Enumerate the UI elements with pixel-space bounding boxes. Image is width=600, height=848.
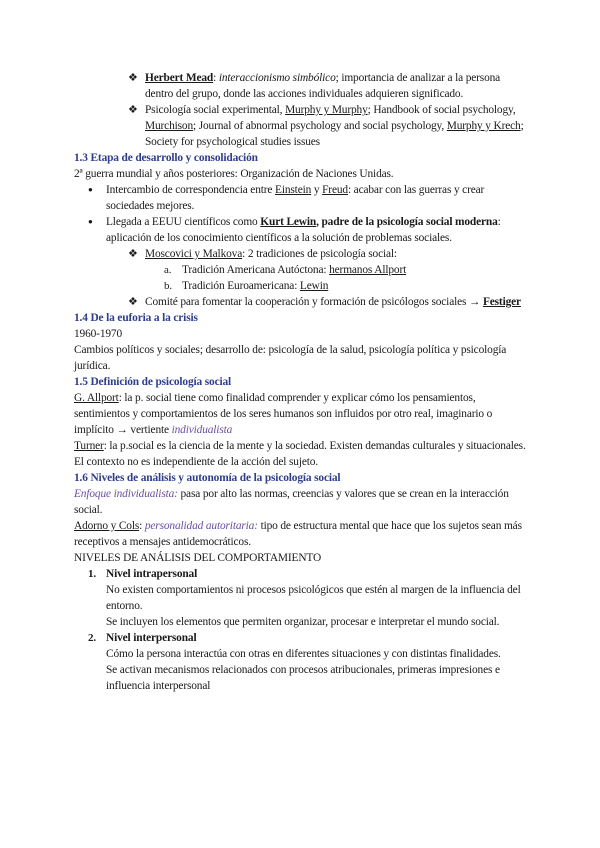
paragraph-allport: G. Allport: la p. social tiene como finalidad comprender y explicar cómo los pensamientos, sentimientos y comportamientos de los seres humanos son influidos por otro real, imaginario o implícito → vertiente individualista (74, 392, 493, 436)
paragraph-turner: Turner: la p.social es la ciencia de la mente y la sociedad. Existen demandas culturales y situacionales. El contexto no es independiente de la acción del sujeto. (74, 440, 526, 468)
round-bullet-icon: ● (88, 185, 93, 194)
paragraph: No existen comportamientos ni procesos psicológicos que estén al margen de la influencia del entorno. (106, 584, 521, 612)
round-bullet-icon: ● (88, 217, 93, 226)
niveles-title: NIVELES DE ANÁLISIS DEL COMPORTAMIENTO (74, 552, 322, 564)
list-item-moscovici: ❖ Moscovici y Malkova: 2 tradiciones de psicología social: (128, 248, 397, 260)
paragraph: 1960-1970 (74, 328, 123, 340)
level-title: Nivel interpersonal (106, 632, 197, 644)
concept-term: interaccionismo simbólico (218, 72, 336, 84)
paragraph: Cómo la persona interactúa con otras en diferentes situaciones y con distintas finalidades. (106, 648, 501, 660)
author-name: Adorno y Cols (74, 520, 140, 532)
paragraph: Se incluyen los elementos que permiten organizar, procesar e interpretar el mundo social. (106, 616, 500, 628)
author-name: Moscovici y Malkova (145, 248, 243, 260)
author-name: hermanos Allport (329, 264, 407, 276)
list-item-level-1: 1. Nivel intrapersonal (88, 568, 198, 580)
document-page (74, 70, 530, 694)
diamond-bullet-icon: ❖ (128, 296, 138, 308)
list-item-experimental: ❖ Psicología social experimental, Murphy y Murphy; Handbook of social psychology, Murchison; Journal of abnormal psychology and social psychology, Murphy y Krech; Society for psychological studies issues (128, 104, 524, 148)
author-name: Murphy y Murphy (285, 104, 368, 116)
author-name: Murchison (145, 120, 194, 132)
paragraph-enfoque: Enfoque individualista: pasa por alto las normas, creencias y valores que se crean en la interacción social. (74, 488, 509, 516)
author-name: Herbert Mead (145, 72, 214, 84)
paragraph-adorno: Adorno y Cols: personalidad autoritaria: tipo de estructura mental que hace que los sujetos sean más receptivos a mensajes antidemocráticos. (74, 520, 522, 548)
diamond-bullet-icon: ❖ (128, 72, 138, 84)
diamond-bullet-icon: ❖ (128, 104, 138, 116)
author-name: Einstein (275, 184, 312, 196)
section-heading-1-6: 1.6 Niveles de análisis y autonomía de la psicología social (74, 472, 341, 484)
section-heading-1-5: 1.5 Definición de psicología social (74, 376, 232, 388)
author-name: Murphy y Krech (446, 120, 521, 132)
author-name: Lewin (299, 280, 329, 292)
author-name: Freud (322, 184, 348, 196)
paragraph: 2ª guerra mundial y años posteriores: Organización de Naciones Unidas. (74, 168, 394, 180)
author-name: Festiger (482, 296, 521, 308)
author-name: Kurt Lewin (260, 216, 317, 228)
list-item-einstein-freud: ● Intercambio de correspondencia entre Einstein y Freud: acabar con las guerras y crear sociedades mejores. (88, 184, 485, 212)
author-name: G. Allport (74, 392, 119, 404)
concept-term: individualista (171, 424, 233, 436)
list-item-lewin: ● Llegada a EEUU científicos como Kurt Lewin, padre de la psicología social moderna: aplicación de los conocimiento científicos a la solución de problemas sociales. (88, 216, 501, 244)
paragraph: Se activan mecanismos relacionados con procesos atribucionales, primeras impresiones e influencia interpersonal (106, 664, 500, 692)
list-item-mead: ❖ Herbert Mead: interaccionismo simbólico; importancia de analizar a la persona dentro del grupo, donde las acciones individuales adquieren significado. (128, 72, 501, 100)
paragraph: Cambios políticos y sociales; desarrollo de: psicología de la salud, psicología política y psicología jurídica. (74, 344, 507, 372)
concept-term: Enfoque individualista: (74, 488, 178, 500)
list-item-level-2: 2. Nivel interpersonal (88, 632, 197, 644)
diamond-bullet-icon: ❖ (128, 248, 138, 260)
list-item-comite: ❖ Comité para fomentar la cooperación y formación de psicólogos sociales → Festiger (128, 296, 521, 308)
concept-term: personalidad autoritaria: (144, 520, 258, 532)
section-heading-1-3: 1.3 Etapa de desarrollo y consolidación (74, 152, 258, 164)
author-name: Turner (74, 440, 104, 452)
level-title: Nivel intrapersonal (106, 568, 198, 580)
section-heading-1-4: 1.4 De la euforia a la crisis (74, 312, 198, 324)
list-item-tradition-a: a. Tradición Americana Autóctona: hermanos Allport (164, 264, 407, 276)
list-item-tradition-b: b. Tradición Euroamericana: Lewin (164, 280, 329, 292)
